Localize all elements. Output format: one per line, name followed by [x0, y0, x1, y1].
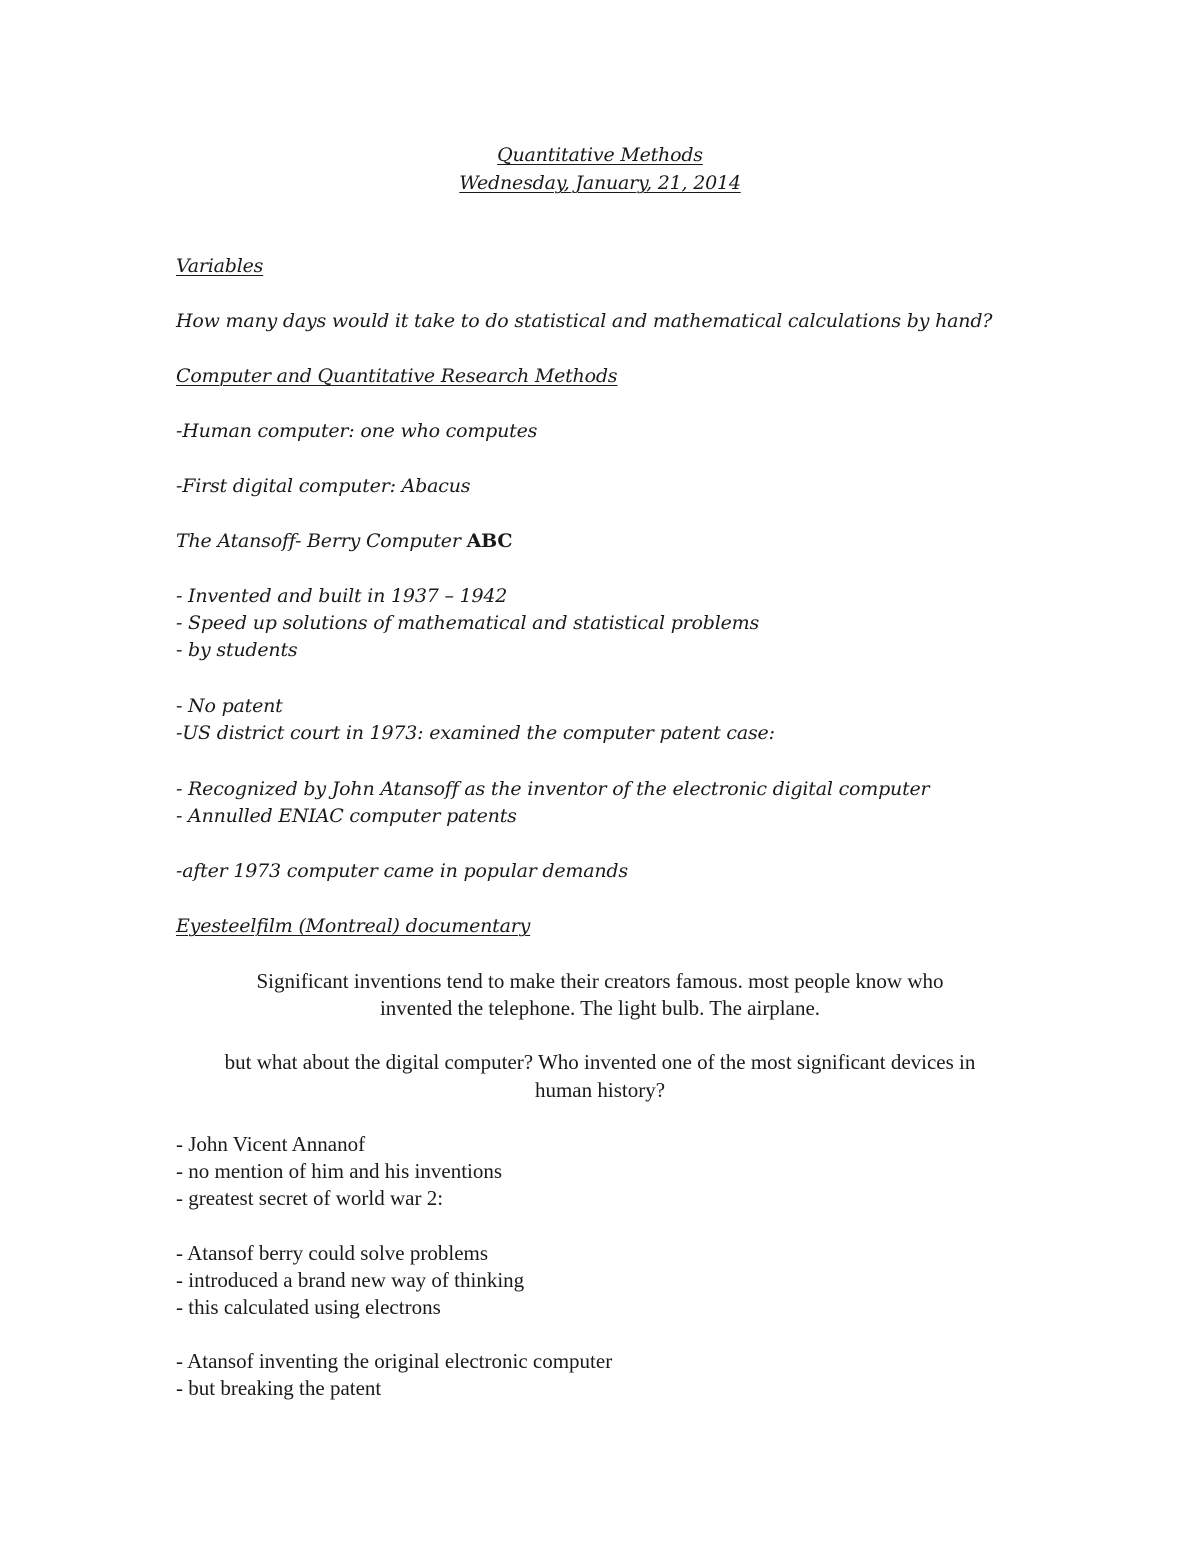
list-item: -after 1973 computer came in popular demands [176, 860, 628, 882]
heading-variables: Variables [176, 255, 264, 277]
list-item: - this calculated using electrons [176, 1295, 441, 1319]
list-item: - but breaking the patent [176, 1376, 382, 1400]
heading-abc-text: The Atansoff- Berry Computer [176, 530, 467, 552]
list-item: -Human computer: one who computes [176, 420, 538, 442]
paragraph-line: human history? [534, 1078, 666, 1102]
list-item: - John Vicent Annanof [176, 1132, 366, 1156]
heading-abc [176, 528, 512, 555]
list-item: - introduced a brand new way of thinking [176, 1268, 525, 1292]
list-item: - Annulled ENIAC computer patents [176, 805, 517, 827]
heading-computer-methods: Computer and Quantitative Research Methods [176, 365, 618, 387]
list-item: - no mention of him and his inventions [176, 1159, 503, 1183]
list-item: - Invented and built in 1937 – 1942 [176, 585, 508, 607]
paragraph-line: Significant inventions tend to make their creators famous. most people know who [256, 969, 944, 993]
list-item: - Speed up solutions of mathematical and statistical problems [176, 612, 760, 634]
list-item: -US district court in 1973: examined the computer patent case: [176, 722, 775, 744]
list-item: - greatest secret of world war 2: [176, 1186, 444, 1210]
list-item: - Recognized by John Atansoff as the inventor of the electronic digital computer [176, 778, 930, 800]
list-item: - by students [176, 639, 298, 661]
list-item: - Atansof inventing the original electronic computer [176, 1349, 613, 1373]
paragraph-line: invented the telephone. The light bulb. The airplane. [379, 996, 821, 1020]
list-item: - No patent [176, 695, 283, 717]
heading-documentary: Eyesteelfilm (Montreal) documentary [176, 915, 531, 937]
document-date: Wednesday, January, 21, 2014 [459, 172, 741, 194]
list-item: -First digital computer: Abacus [176, 475, 471, 497]
paragraph-line: but what about the digital computer? Who invented one of the most significant devices in [224, 1050, 976, 1074]
list-item: - Atansof berry could solve problems [176, 1241, 489, 1265]
document-title: Quantitative Methods [497, 144, 703, 166]
question-text: How many days would it take to do statistical and mathematical calculations by hand? [176, 310, 993, 332]
heading-abc-bold: ABC [466, 530, 513, 552]
